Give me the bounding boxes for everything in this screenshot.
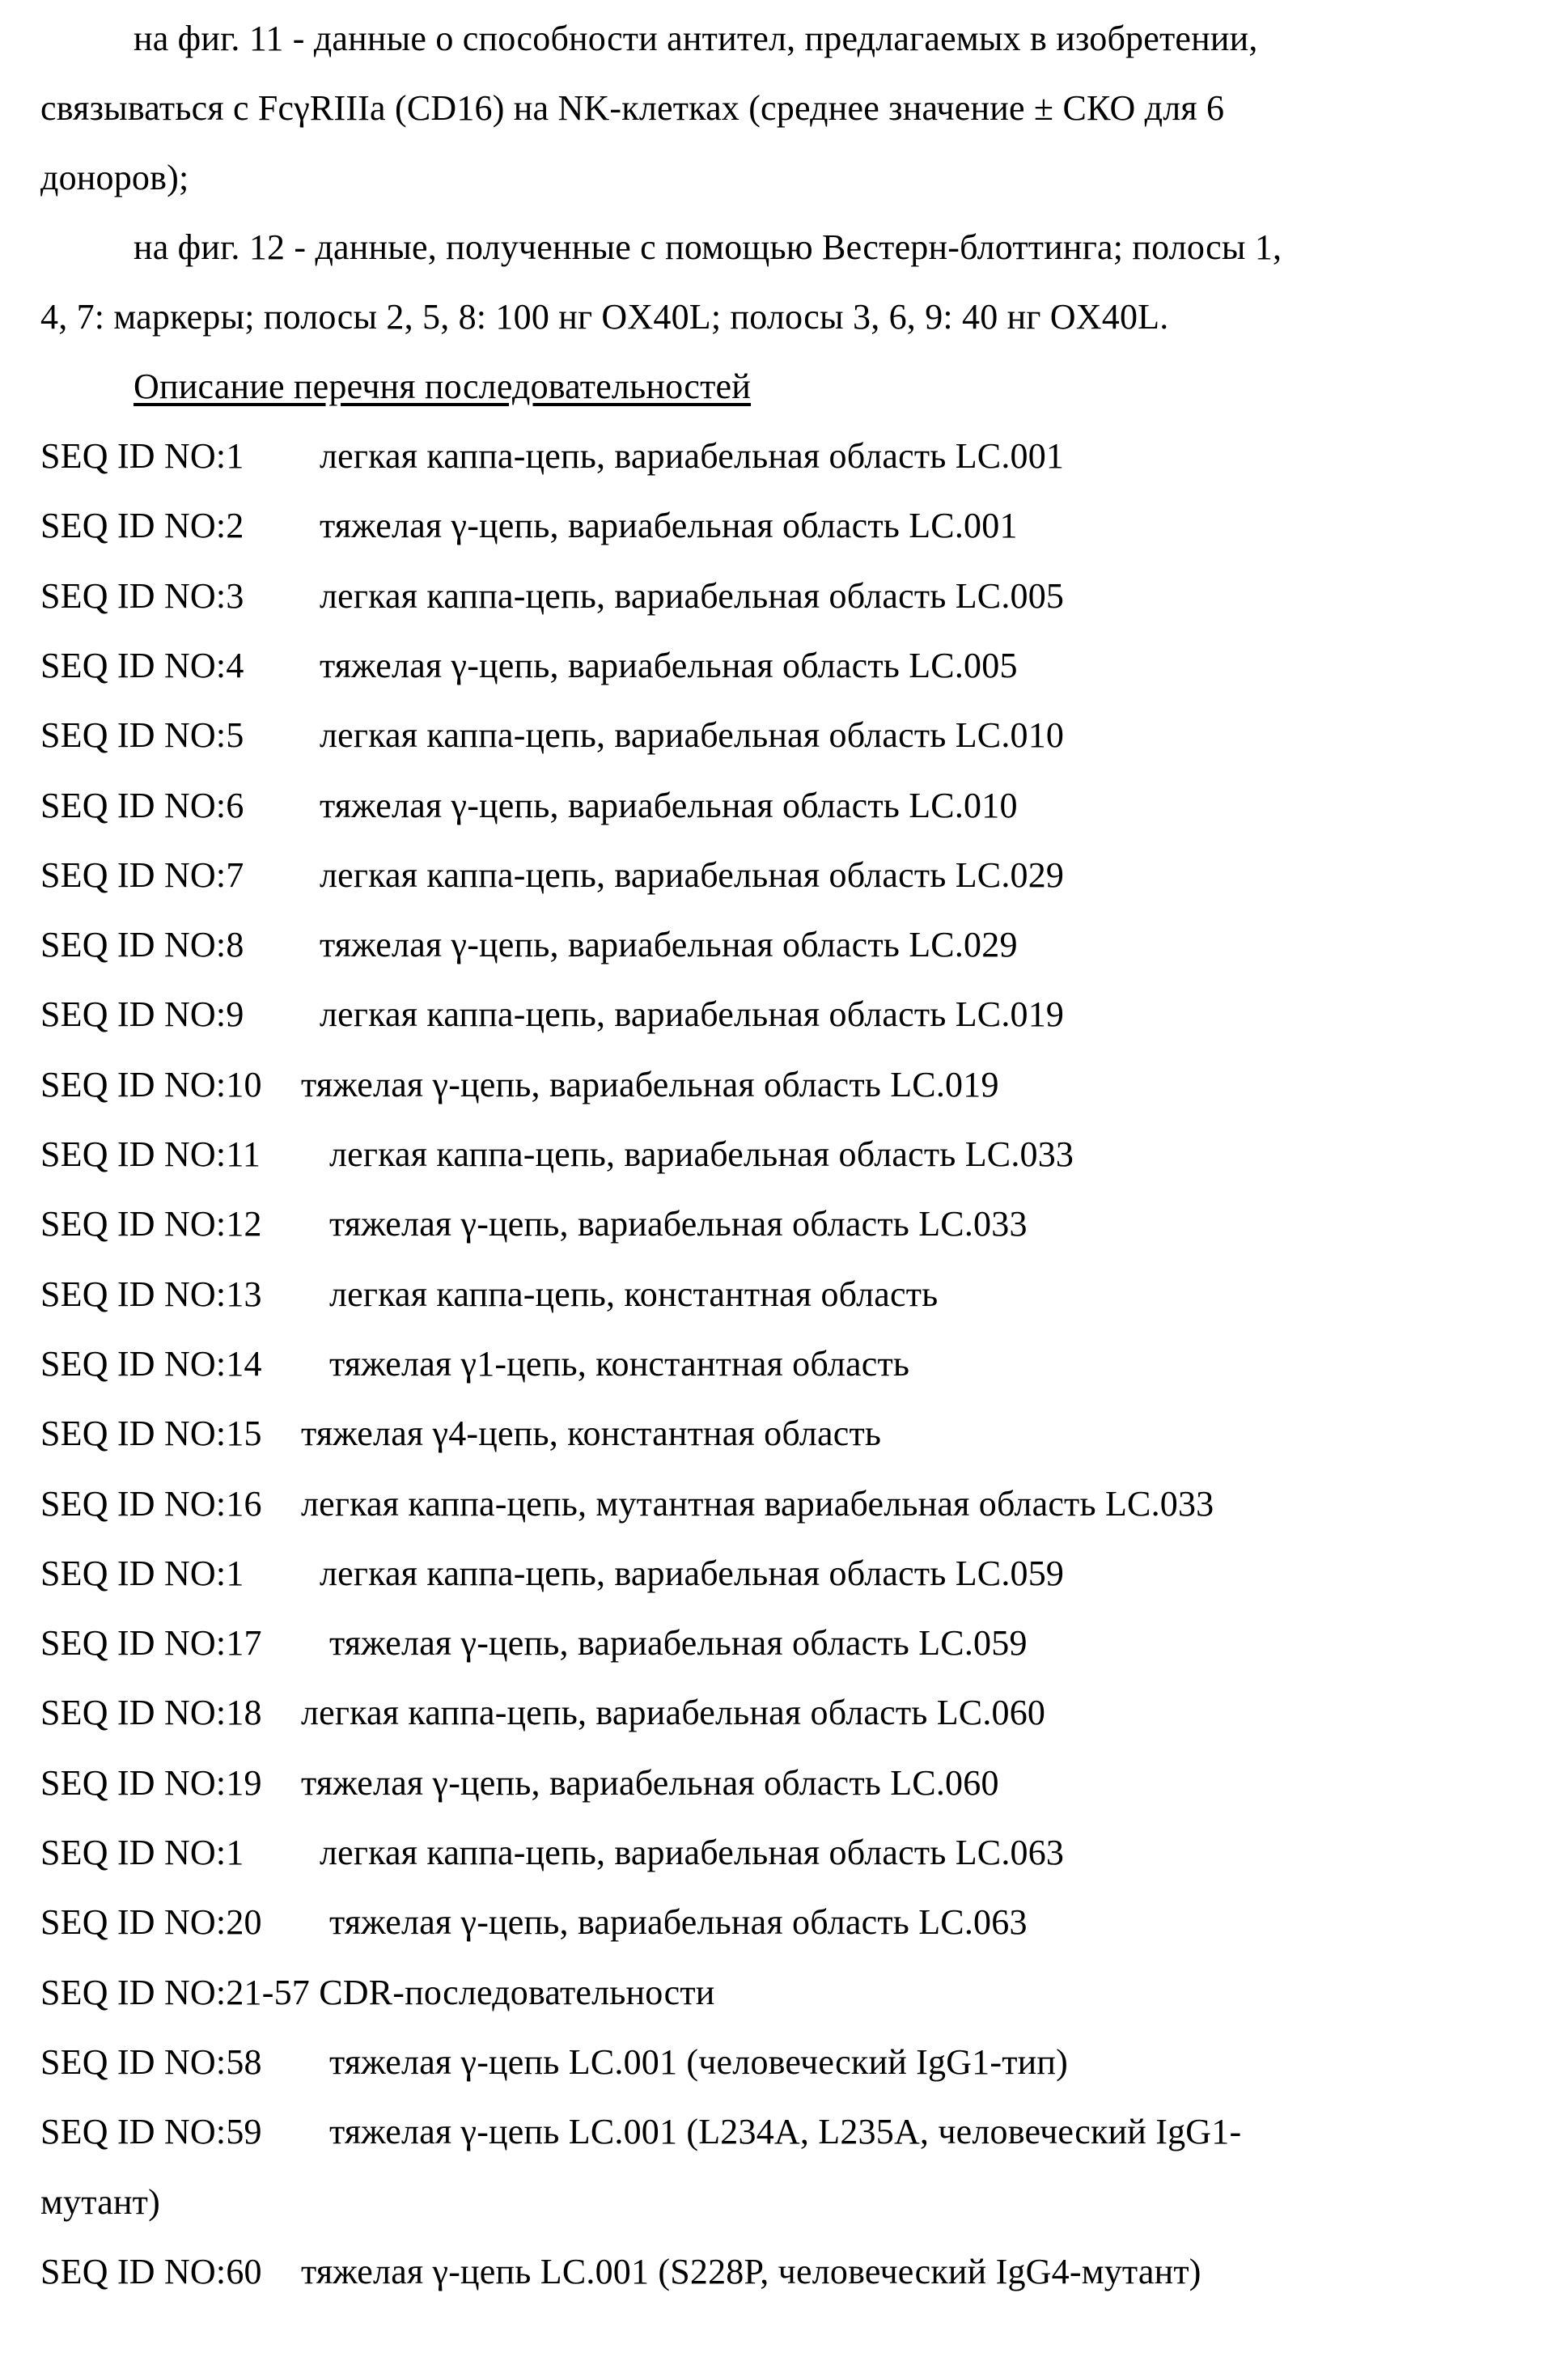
sequence-row [40,1901,1028,1943]
paragraph-fig11-line1: на фиг. 11 - данные о способности антител, предлагаемых в изобретении, [133,19,1258,58]
sequence-id: SEQ ID NO:6 [40,785,244,825]
sequence-description: тяжелая γ-цепь LC.001 (человеческий IgG1-тип) [329,2041,1068,2082]
sequence-row [40,1134,1074,1176]
section-heading: Описание перечня последовательностей [133,367,752,406]
sequence-id: SEQ ID NO:21-57 [40,1972,310,2012]
sequence-id: SEQ ID NO:10 [40,1064,262,1104]
sequence-row [40,1203,1028,1245]
sequence-id: SEQ ID NO:17 [40,1623,262,1664]
sequence-id: SEQ ID NO:7 [40,854,244,895]
sequence-row [40,1343,910,1385]
sequence-row [40,1483,1214,1525]
sequence-row [40,1553,1065,1595]
sequence-row [40,1692,1046,1734]
sequence-id: SEQ ID NO:5 [40,715,244,756]
sequence-row [40,2041,1068,2083]
sequence-description: тяжелая γ-цепь, вариабельная область LC.001 [320,506,1018,546]
sequence-row [40,1413,882,1455]
sequence-description: тяжелая γ-цепь, вариабельная область LC.063 [329,1902,1028,1943]
sequence-id: SEQ ID NO:2 [40,506,244,546]
sequence-id: SEQ ID NO:9 [40,994,244,1035]
sequence-id: SEQ ID NO:11 [40,1134,261,1174]
sequence-id: SEQ ID NO:1 [40,1833,244,1872]
sequence-description: легкая каппа-цепь, мутантная вариабельная область LC.033 [301,1483,1214,1524]
sequence-description: легкая каппа-цепь, вариабельная область LC.001 [320,436,1065,476]
sequence-row [40,1064,999,1106]
sequence-id: SEQ ID NO:8 [40,925,244,965]
sequence-id: SEQ ID NO:1 [40,1553,244,1593]
sequence-id: SEQ ID NO:60 [40,2251,262,2291]
paragraph-fig11-line2: связываться с FcγRIIIa (CD16) на NK-клетках (среднее значение ± СКО для 6 [40,88,1225,128]
sequence-description: CDR-последовательности [319,1972,715,2012]
sequence-description: тяжелая γ-цепь, вариабельная область LC.010 [320,785,1018,825]
sequence-row [40,1832,1065,1874]
sequence-id: SEQ ID NO:1 [40,436,244,476]
sequence-description: тяжелая γ1-цепь, константная область [329,1343,910,1384]
sequence-row [40,1762,999,1804]
sequence-id: SEQ ID NO:4 [40,645,244,685]
sequence-id: SEQ ID NO:18 [40,1693,262,1733]
sequence-description: тяжелая γ-цепь LC.001 (L234A, L235A, человеческий IgG1- [329,2112,1242,2152]
sequence-id: SEQ ID NO:13 [40,1274,262,1314]
sequence-row [40,854,1065,897]
sequence-description: тяжелая γ-цепь, вариабельная область LC.029 [320,925,1018,965]
sequence-id: SEQ ID NO:3 [40,575,244,616]
sequence-description: тяжелая γ-цепь, вариабельная область LC.060 [301,1762,999,1803]
sequence-description: легкая каппа-цепь, вариабельная область LC.063 [320,1833,1065,1872]
sequence-row [40,505,1018,547]
sequence-id: SEQ ID NO:58 [40,2041,262,2082]
sequence-row [40,435,1065,477]
sequence-description: тяжелая γ-цепь, вариабельная область LC.059 [329,1623,1028,1664]
sequence-description: легкая каппа-цепь, вариабельная область LC.059 [320,1553,1065,1593]
sequence-description: легкая каппа-цепь, вариабельная область LC.033 [329,1134,1074,1174]
sequence-row [40,2251,1201,2293]
sequence-id: SEQ ID NO:59 [40,2112,262,2152]
sequence-row [40,714,1065,757]
sequence-id: SEQ ID NO:16 [40,1483,262,1524]
sequence-description-continuation: мутант) [40,2181,160,2222]
sequence-description: легкая каппа-цепь, вариабельная область LC.005 [320,575,1065,616]
paragraph-fig12-line2: 4, 7: маркеры; полосы 2, 5, 8: 100 нг OX40L; полосы 3, 6, 9: 40 нг OX40L. [40,297,1169,337]
sequence-id: SEQ ID NO:15 [40,1414,262,1454]
sequence-description: легкая каппа-цепь, вариабельная область LC.060 [301,1693,1046,1733]
sequence-id: SEQ ID NO:20 [40,1902,262,1943]
sequence-id: SEQ ID NO:14 [40,1343,262,1384]
sequence-row [40,1622,1028,1664]
sequence-row [40,575,1065,617]
sequence-row [40,994,1065,1036]
sequence-row [40,785,1018,827]
sequence-description: тяжелая γ-цепь, вариабельная область LC.033 [329,1204,1028,1244]
sequence-description: легкая каппа-цепь, константная область [329,1274,939,1314]
sequence-description: легкая каппа-цепь, вариабельная область LC.019 [320,994,1065,1035]
sequence-description: тяжелая γ-цепь, вариабельная область LC.005 [320,645,1018,685]
sequence-row [40,1274,939,1316]
sequence-id: SEQ ID NO:12 [40,1204,262,1244]
sequence-description: легкая каппа-цепь, вариабельная область LC.029 [320,854,1065,895]
sequence-description: тяжелая γ-цепь, вариабельная область LC.019 [301,1064,999,1104]
sequence-row [40,2111,1242,2153]
sequence-row [40,1972,715,2014]
sequence-id: SEQ ID NO:19 [40,1762,262,1803]
sequence-description: тяжелая γ-цепь LC.001 (S228P, человеческий IgG4-мутант) [301,2251,1201,2291]
sequence-description: тяжелая γ4-цепь, константная область [301,1414,882,1454]
sequence-row [40,924,1018,966]
paragraph-fig11-line3: доноров); [40,158,189,197]
paragraph-fig12-line1: на фиг. 12 - данные, полученные с помощью Вестерн-блоттинга; полосы 1, [133,227,1282,267]
sequence-description: легкая каппа-цепь, вариабельная область LC.010 [320,715,1065,756]
sequence-row [40,645,1018,687]
